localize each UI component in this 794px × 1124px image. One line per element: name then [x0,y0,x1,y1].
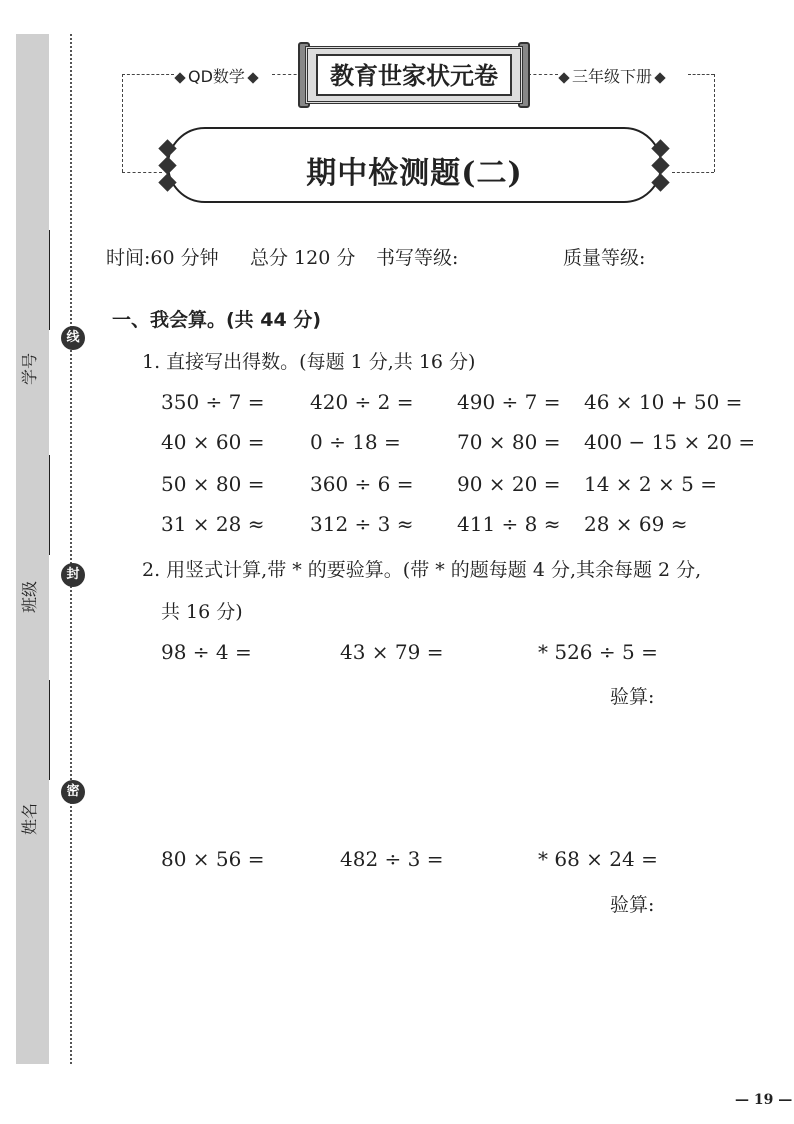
class-line [49,455,50,555]
student-number-field [17,230,47,390]
header-connector-right-vertical [714,74,715,172]
problem-item: 70 × 80 = [457,430,561,454]
header-connector-right-banner [528,74,558,75]
page-number: — 19 — [735,1092,793,1108]
problem-item: 90 × 20 = [457,472,561,496]
header-connector-right-top [688,74,714,75]
name-field [17,680,47,840]
diamond-icon [558,72,569,83]
quality-grade-label: 质量等级: [563,247,646,269]
student-number-label: 学号 [20,352,39,385]
problem-item: 80 × 56 = [161,847,265,871]
header-connector-left-bottom [122,172,162,173]
problem-item: 0 ÷ 18 = [310,430,401,454]
name-line [49,680,50,780]
problem-item: 43 × 79 = [340,640,444,664]
problem-item: 350 ÷ 7 = [161,390,265,414]
problem-item: 490 ÷ 7 = [457,390,561,414]
seal-seal-mark: 封 [61,563,85,587]
header-connector-left-top [122,74,174,75]
subject-tag [172,64,261,87]
problem-item: 482 ÷ 3 = [340,847,444,871]
diamond-icon [174,72,185,83]
problem-item: 40 × 60 = [161,430,265,454]
problem-item: 420 ÷ 2 = [310,390,414,414]
header-connector-right-bottom [672,172,714,173]
series-banner [305,46,523,104]
cut-line [70,34,72,1064]
problem-item: 28 × 69 ≈ [584,512,688,536]
question-2-heading-cont: 共 16 分) [161,601,243,623]
total-score-info: 总分 120 分 [250,247,356,269]
student-number-line [49,230,50,330]
problem-item: * 526 ÷ 5 = [538,640,658,664]
grade-tag [556,64,668,87]
writing-grade-label: 书写等级: [376,247,459,269]
question-1-heading: 1. 直接写出得数。(每题 1 分,共 16 分) [142,351,476,373]
grade-tag-text: 三年级下册 [572,67,653,86]
check-label: 验算: [610,894,655,916]
question-2-heading: 2. 用竖式计算,带 * 的要验算。(带 * 的题每题 4 分,其余每题 2 分, [142,559,702,581]
class-label: 班级 [20,580,39,613]
subject-tag-text: QD数学 [188,67,245,86]
problem-item: 31 × 28 ≈ [161,512,265,536]
problem-item: 98 ÷ 4 = [161,640,252,664]
problem-item: 400 − 15 × 20 = [584,430,756,454]
time-info: 时间:60 分钟 [106,247,219,269]
problem-item: 46 × 10 + 50 = [584,390,743,414]
exam-title: 期中检测题(二) [306,156,523,191]
header-connector-left-vertical [122,74,123,172]
section-heading: 一、我会算。(共 44 分) [112,309,322,331]
seal-secret-mark: 密 [61,780,85,804]
series-banner-text: 教育世家状元卷 [316,54,512,96]
class-field [17,455,47,615]
problem-item: * 68 × 24 = [538,847,658,871]
diamond-icon [247,72,258,83]
problem-item: 50 × 80 = [161,472,265,496]
problem-item: 14 × 2 × 5 = [584,472,717,496]
problem-item: 312 ÷ 3 ≈ [310,512,414,536]
problem-item: 411 ÷ 8 ≈ [457,512,561,536]
seal-line-mark: 线 [61,326,85,350]
check-label: 验算: [610,686,655,708]
name-label: 姓名 [20,802,39,835]
problem-item: 360 ÷ 6 = [310,472,414,496]
diamond-icon [654,72,665,83]
